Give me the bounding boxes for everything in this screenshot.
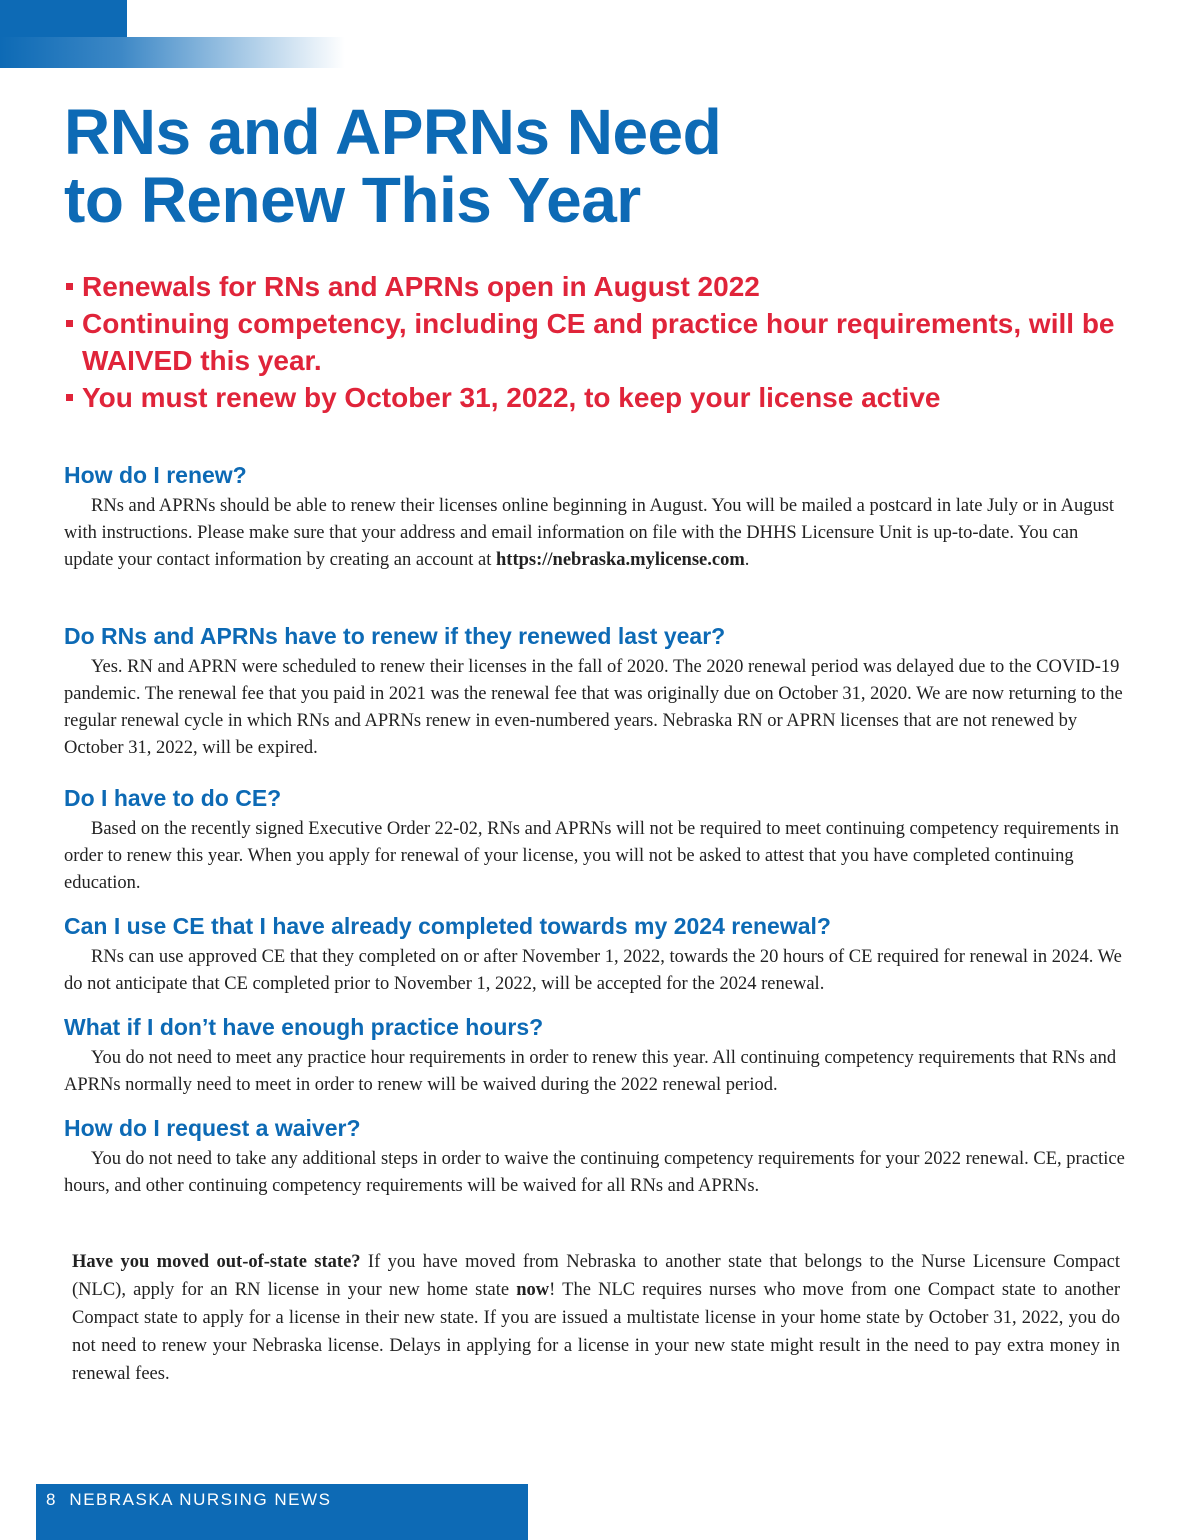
nlc-note-emphasis: now — [516, 1280, 550, 1300]
faq-question: How do I renew? — [64, 462, 247, 488]
faq-question: Do I have to do CE? — [64, 785, 282, 811]
key-point — [64, 379, 1144, 416]
key-points-list — [64, 268, 1144, 416]
faq-ce-requirement — [64, 784, 1129, 897]
page-footer — [36, 1484, 528, 1540]
faq-question: Can I use CE that I have already completed towards my 2024 renewal? — [64, 913, 831, 939]
faq-answer: Yes. RN and APRN were scheduled to renew their licenses in the fall of 2020. The 2020 renewal period was delayed due to the COVID-19 pandemic. The renewal fee that you paid in 2021 was the renewal fee that was originally due on October 31, 2020. We are now returning to the regular renewal cycle in which RNs and APRNs renew in even-numbered years. Nebraska RN or APRN licenses that are not renewed by October 31, 2022, will be expired. — [64, 657, 1123, 758]
license-site-link: https://nebraska.mylicense.com — [496, 550, 745, 570]
nlc-note: Have you moved out-of-state state? If you have moved from Nebraska to another state that belongs to the Nurse Licensure Compact (NLC), apply for an RN license in your new home state now! The NLC requires nurses who move from one Compact state to another Compact state to apply for a license in their new state. If you are issued a multistate license in your home state by October 31, 2022, you do not need to renew your Nebraska license. Delays in applying for a license in your new state might result in the need to pay extra money in renewal fees. — [72, 1252, 1120, 1384]
page-title-line-2: to Renew This Year — [64, 164, 641, 236]
faq-request-waiver — [64, 1114, 1129, 1200]
publication-name: NEBRASKA NURSING NEWS — [69, 1490, 332, 1509]
page-title-line-1: RNs and APRNs Need — [64, 96, 722, 168]
key-point-text: You must renew by October 31, 2022, to keep your license active — [82, 382, 941, 413]
faq-answer: You do not need to take any additional steps in order to waive the continuing competency requirements for your 2022 renewal. CE, practice hours, and other continuing competency requirements will be waived for all RNs and APRNs. — [64, 1149, 1125, 1196]
key-point — [64, 268, 1144, 305]
faq-renew-again — [64, 622, 1129, 762]
footer-text — [46, 1490, 331, 1510]
page-title — [64, 98, 721, 234]
bullet-square-icon — [66, 283, 73, 290]
header-gradient-bar — [0, 37, 345, 68]
faq-question: What if I don’t have enough practice hours? — [64, 1014, 544, 1040]
faq-answer: RNs and APRNs should be able to renew their licenses online beginning in August. You will be mailed a postcard in late July or in August with instructions. Please make sure that your address and email information on file with the DHHS Licensure Unit is up-to-date. You can update your contact information by creating an account at https://nebraska.mylicense.com. — [64, 496, 1115, 570]
bullet-square-icon — [66, 394, 73, 401]
faq-ce-2024 — [64, 912, 1129, 998]
nlc-note-lead: Have you moved out-of-state state? — [72, 1252, 361, 1272]
key-point-text: Renewals for RNs and APRNs open in August 2022 — [82, 271, 760, 302]
faq-question: How do I request a waiver? — [64, 1115, 361, 1141]
faq-question: Do RNs and APRNs have to renew if they renewed last year? — [64, 623, 726, 649]
faq-answer: Based on the recently signed Executive Order 22-02, RNs and APRNs will not be required to meet continuing competency requirements in order to renew this year. When you apply for renewal of your license, you will not be asked to attest that you have completed continuing education. — [64, 819, 1120, 893]
faq-answer: You do not need to meet any practice hour requirements in order to renew this year. All continuing competency requirements that RNs and APRNs normally need to meet in order to renew will be waived during the 2022 renewal period. — [64, 1048, 1117, 1095]
faq-practice-hours — [64, 1013, 1129, 1099]
key-point-text: Continuing competency, including CE and practice hour requirements, will be WAIVED this year. — [82, 308, 1115, 376]
page-number: 8 — [46, 1490, 57, 1509]
key-point — [64, 305, 1144, 379]
bullet-square-icon — [66, 320, 73, 327]
faq-how-to-renew — [64, 461, 1129, 574]
faq-answer: RNs can use approved CE that they completed on or after November 1, 2022, towards the 20 hours of CE required for renewal in 2024. We do not anticipate that CE completed prior to November 1, 2022, will be accepted for the 2024 renewal. — [64, 947, 1122, 994]
